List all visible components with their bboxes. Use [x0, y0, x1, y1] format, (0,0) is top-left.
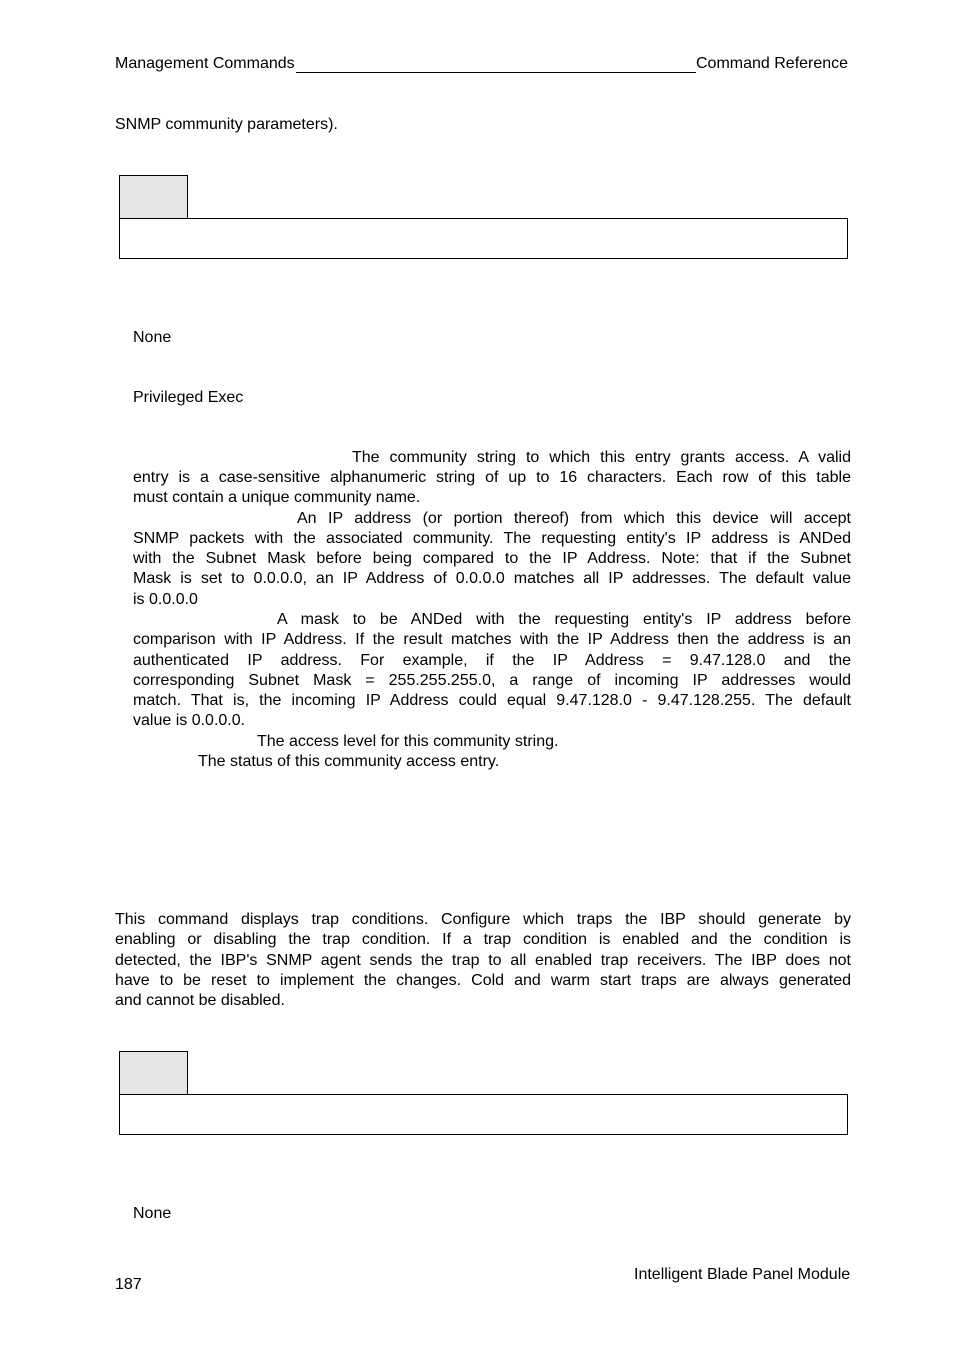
param-ip-line: SNMP packets with the associated community. The requesting entity's IP address is ANDed — [133, 530, 851, 547]
param-ip-line: An IP address (or portion thereof) from which this device will accept — [297, 510, 851, 527]
description-line: detected, the IBP's SNMP agent sends the trap to all enabled trap receivers. The IBP does not — [115, 952, 851, 969]
default-value: None — [133, 1205, 172, 1222]
syntax-box — [119, 1094, 848, 1135]
param-mask-line: match. That is, the incoming IP Address could equal 9.47.128.0 - 9.47.128.255. The default — [133, 692, 851, 709]
syntax-tab — [119, 175, 188, 219]
param-ip-line: with the Subnet Mask before being compared to the IP Address. Note: that if the Subnet — [133, 550, 851, 567]
header-document-title: Command Reference — [696, 55, 849, 72]
default-value: None — [133, 329, 172, 346]
param-access-desc: The access level for this community string. — [257, 733, 559, 750]
param-ip-line: Mask is set to 0.0.0.0, an IP Address of 0.0.0.0 matches all IP addresses. The default value — [133, 570, 851, 587]
intro-text: SNMP community parameters). — [115, 116, 338, 133]
param-ip-line: is 0.0.0.0 — [133, 591, 198, 608]
description-line: have to be reset to implement the changes. Cold and warm start traps are always generated — [115, 972, 851, 989]
param-mask-line: value is 0.0.0.0. — [133, 712, 246, 729]
page-number: 187 — [115, 1276, 142, 1293]
description-line: This command displays trap conditions. Configure which traps the IBP should generate by — [115, 911, 851, 928]
param-community-line: entry is a case-sensitive alphanumeric string of up to 16 characters. Each row of this table — [133, 469, 851, 486]
param-mask-line: authenticated IP address. For example, if the IP Address = 9.47.128.0 and the — [133, 652, 851, 669]
syntax-tab — [119, 1051, 188, 1095]
footer-product-name: Intelligent Blade Panel Module — [634, 1266, 851, 1283]
param-mask-line: A mask to be ANDed with the requesting entity's IP address before — [277, 611, 851, 628]
param-community-line: The community string to which this entry grants access. A valid — [352, 449, 851, 466]
description-line: enabling or disabling the trap condition. If a trap condition is enabled and the condition is — [115, 931, 851, 948]
param-community-line: must contain a unique community name. — [133, 489, 421, 506]
syntax-box — [119, 218, 848, 259]
param-mask-line: corresponding Subnet Mask = 255.255.255.0, a range of incoming IP addresses would — [133, 672, 851, 689]
param-status-desc: The status of this community access entry. — [198, 753, 500, 770]
command-mode: Privileged Exec — [133, 389, 244, 406]
header-section-title: Management Commands — [115, 55, 295, 72]
param-mask-line: comparison with IP Address. If the result matches with the IP Address then the address is an — [133, 631, 851, 648]
description-line: and cannot be disabled. — [115, 992, 285, 1009]
header-rule — [296, 72, 696, 73]
